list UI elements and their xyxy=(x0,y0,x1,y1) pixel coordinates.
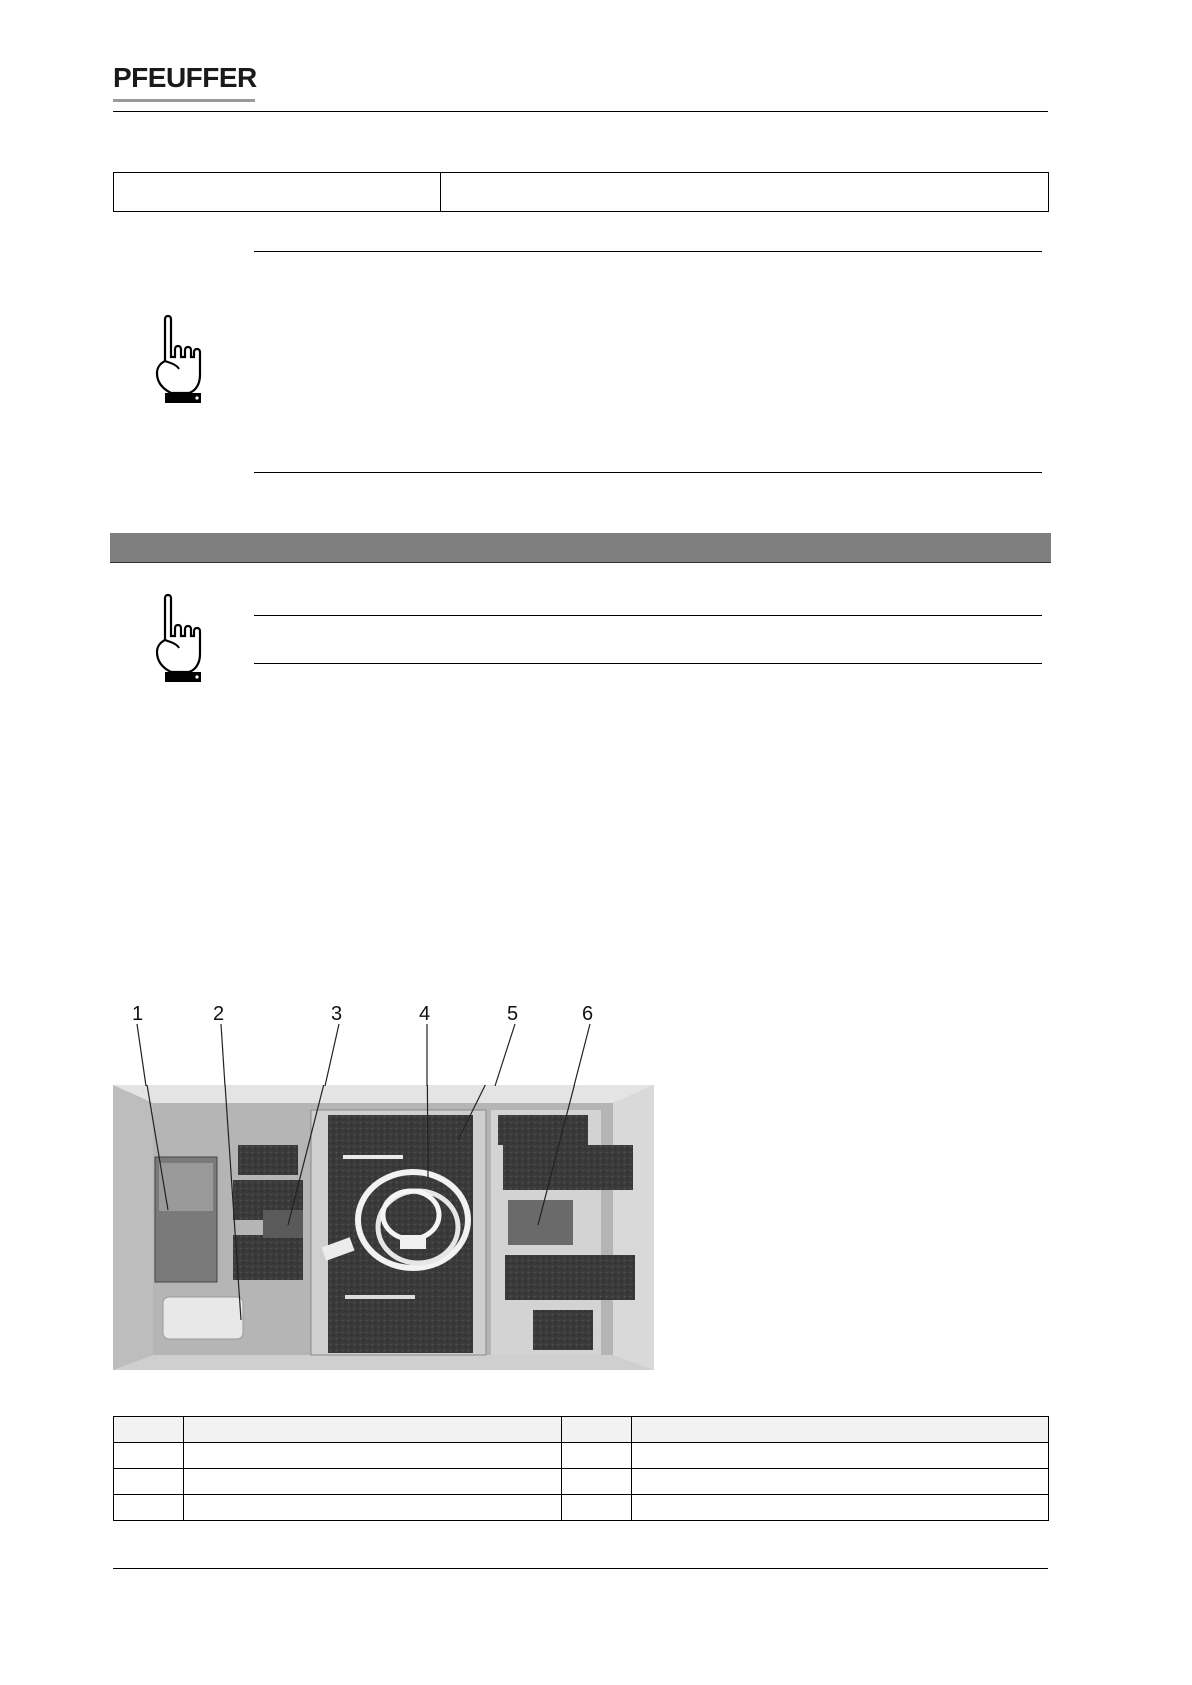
section-heading-bar xyxy=(110,533,1051,563)
info-table-row xyxy=(114,173,1049,212)
table-cell xyxy=(562,1495,632,1521)
logo-underline xyxy=(113,99,255,102)
pointing-hand-icon xyxy=(151,592,211,688)
callout-leader-lines xyxy=(113,1022,654,1086)
table-header-cell xyxy=(632,1417,1049,1443)
table-row xyxy=(114,1443,1049,1469)
table-header-cell xyxy=(114,1417,184,1443)
callout-number-5: 5 xyxy=(507,1003,519,1025)
footer-divider xyxy=(113,1568,1048,1569)
table-cell xyxy=(562,1443,632,1469)
note-top-rule xyxy=(254,251,1042,252)
info-table xyxy=(113,172,1049,212)
table-header-cell xyxy=(562,1417,632,1443)
callout-number-2: 2 xyxy=(213,1003,225,1025)
table-row xyxy=(114,1495,1049,1521)
table-cell xyxy=(184,1443,562,1469)
table-cell xyxy=(114,1443,184,1469)
table-cell xyxy=(632,1469,1049,1495)
package-contents-photo xyxy=(113,1085,654,1370)
table-cell xyxy=(184,1469,562,1495)
company-logo: PFEUFFER xyxy=(113,62,257,93)
parts-table xyxy=(113,1416,1049,1521)
table-header-row xyxy=(114,1417,1049,1443)
table-cell xyxy=(114,1495,184,1521)
callout-number-4: 4 xyxy=(419,1003,431,1025)
table-header-cell xyxy=(184,1417,562,1443)
table-row xyxy=(114,1469,1049,1495)
info-cell-right xyxy=(441,173,1049,212)
callout-number-3: 3 xyxy=(331,1003,343,1025)
info-cell-left xyxy=(114,173,441,212)
table-cell xyxy=(114,1469,184,1495)
pointing-hand-icon xyxy=(151,313,211,409)
callout-number-6: 6 xyxy=(582,1003,594,1025)
header-divider xyxy=(113,111,1048,112)
note-top-rule xyxy=(254,615,1042,616)
table-cell xyxy=(184,1495,562,1521)
note-bottom-rule xyxy=(254,663,1042,664)
table-cell xyxy=(562,1469,632,1495)
table-cell xyxy=(632,1495,1049,1521)
callout-number-1: 1 xyxy=(132,1003,144,1025)
note-bottom-rule xyxy=(254,472,1042,473)
section-title xyxy=(110,533,1051,543)
table-cell xyxy=(632,1443,1049,1469)
